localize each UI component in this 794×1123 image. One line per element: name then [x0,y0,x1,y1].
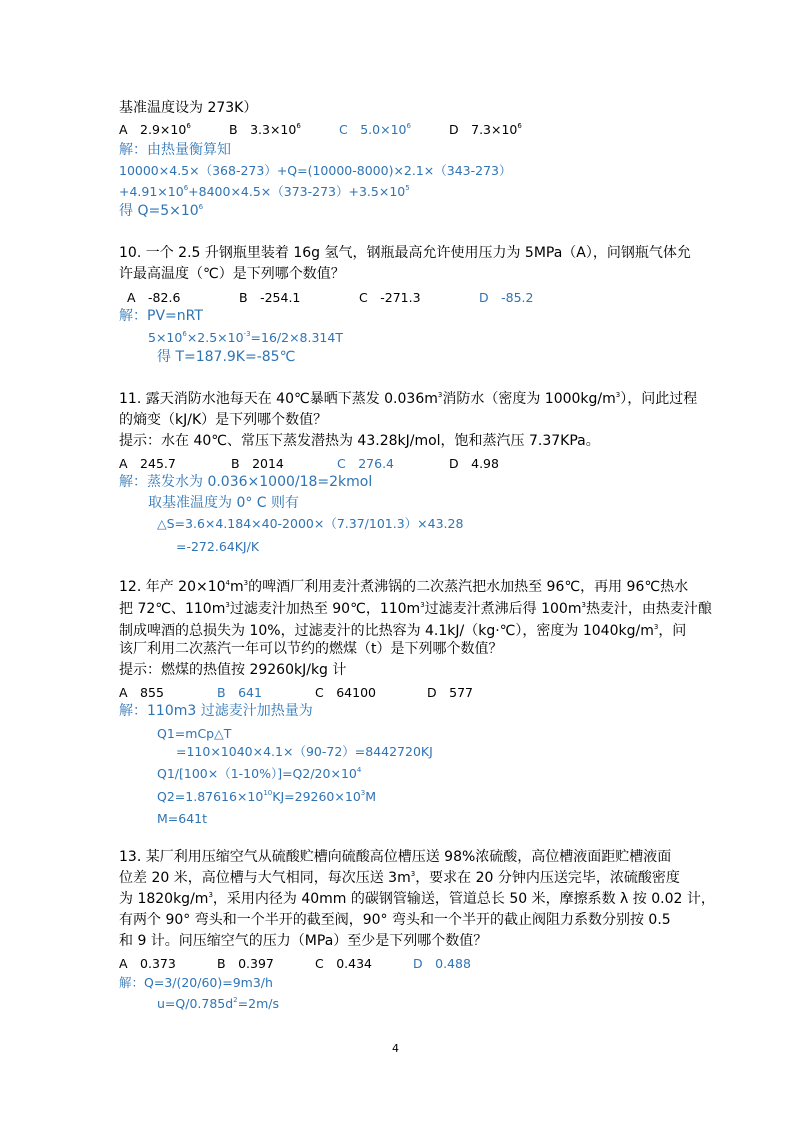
q12-solution-line-5: M=641t [157,811,208,826]
q13-option-d: D 0.488 [413,956,471,971]
q12-option-b: B 641 [217,685,262,700]
q10-question-line-1: 10. 一个 2.5 升钢瓶里装着 16g 氢气，钢瓶最高允许使用压力为 5MPa（A），问钢瓶气体允 [119,245,691,261]
q13-option-b: B 0.397 [217,956,274,971]
q9-question-tail: 基准温度设为 273K） [119,100,258,116]
q11-option-d: D 4.98 [449,456,499,471]
q12-solution-line-4: $Q2=1.87616\times 10^{10}KJ=29260\times 10^3M$ [157,789,377,804]
q12-question-line-3: 制成啤酒的总损失为 10%，过滤麦汁的比热容为 4.1kJ/（kg·℃），密度为 $1040kg/m^3$，问 [119,623,687,639]
q11-solution-heading: 解：蒸发水为 0.036×1000/18=2kmol [119,474,373,490]
q10-option-a: A -82.6 [127,290,181,305]
q13-question-line-2: 位差 20 米，高位槽与大气相同，每次压送 $3m^3$，要求在 20 分钟内压送完毕，浓硫酸密度 [119,870,680,886]
q12-solution-line-1: Q1=mCp△T [157,726,232,741]
q9-solution-heading: 解：由热量衡算知 [119,142,231,158]
q13-question-line-4: 有两个 90° 弯头和一个半开的截至阀，90° 弯头和一个半开的截止阀阻力系数分别按 0.5 [119,912,671,928]
q9-option-c: C $5.0\times 10^6$ [339,122,411,137]
q13-option-c: C 0.434 [315,956,373,971]
q13-options [119,956,471,972]
q12-option-c: C 64100 [315,685,376,700]
q10-solution-line-2: 得 T=187.9K=-85℃ [157,349,296,365]
q9-solution-line-2: $+4.91\times 10^6+8400\times 4.5\times(373-273)+3.5\times 10^5$ [119,184,410,199]
q12-question-line-1: 12. 年产 $20\times 10^4m^3$的啤酒厂利用麦汁煮沸锅的二次蒸汽把水加热至 96℃，再用 96℃热水 [119,579,689,595]
q13-question-line-3: 为 $1820kg/m^3$，采用内径为 40mm 的碳钢管输送，管道总长 50 米，摩擦系数 λ 按 0.02 计， [119,891,715,907]
q11-question-line-2: 的熵变（kJ/K）是下列哪个数值？ [119,412,328,428]
q12-hint: 提示：燃煤的热值按 29260kJ/kg 计 [119,662,347,678]
q10-solution-heading: 解：PV=nRT [119,308,203,324]
q12-solution-line-3: $Q1/[100\times(1-10\%)]=Q2/20\times 10^4$ [157,766,362,781]
q9-solution-line-3: 得 $Q=5\times 10^6$ [119,203,204,219]
q10-option-c: C -271.3 [359,290,421,305]
q13-option-a: A 0.373 [119,956,176,971]
q9-option-a: A $2.9\times 10^6$ [119,122,191,137]
q13-question-line-5: 和 9 计。问压缩空气的压力（MPa）至少是下列哪个数值？ [119,933,488,949]
q10-option-d: D -85.2 [479,290,534,305]
q12-solution-line-2: =110×1040×4.1×（90-72）=8442720KJ [176,744,433,759]
q13-solution-line-1: $u=Q/0.785d^2=2m/s$ [157,996,279,1011]
q13-question-line-1: 13. 某厂利用压缩空气从硫酸贮槽向硫酸高位槽压送 98%浓硫酸，高位槽液面距贮槽液面 [119,849,672,865]
q13-solution-heading: 解：Q=3/(20/60)=9m3/h [119,975,273,990]
q11-solution-line-2: △S=3.6×4.184×40-2000×（7.37/101.3）×43.28 [157,516,464,531]
q9-option-b: B $3.3\times 10^6$ [229,122,301,137]
q11-solution-line-3: =-272.64KJ/K [176,539,260,554]
q11-options [119,456,499,472]
q12-solution-heading: 解：110m3 过滤麦汁加热量为 [119,703,313,719]
page-number: 4 [392,1042,399,1055]
q11-question-line-1: 11. 露天消防水池每天在 40℃暴晒下蒸发 $0.036m^3$消防水（密度为 $1000kg/m^3$），问此过程 [119,391,698,407]
q9-options [119,122,522,138]
q11-solution-line-1: 取基准温度为 0° C 则有 [148,495,300,511]
q11-hint: 提示：水在 40℃、常压下蒸发潜热为 43.28kJ/mol，饱和蒸汽压 7.37KPa。 [119,433,600,449]
q12-option-d: D 577 [427,685,473,700]
q10-question-line-2: 许最高温度（℃）是下列哪个数值？ [119,266,345,282]
q11-option-c: C 276.4 [337,456,395,471]
q12-question-line-4: 该厂利用二次蒸汽一年可以节约的燃煤（t）是下列哪个数值？ [119,641,503,657]
q10-options [127,290,533,306]
q9-option-d: D $7.3\times 10^6$ [449,122,522,137]
q10-solution-line-1: $5\times 10^6\times 2.5\times 10^{-3}=16/2\times 8.314T$ [148,330,343,345]
q12-options [119,685,473,701]
q12-question-line-2: 把 72℃、$110m^3$过滤麦汁加热至 90℃，$110m^3$过滤麦汁煮沸后得 $100m^3$热麦汁，由热麦汁酿 [119,601,712,617]
q9-solution-line-1: 10000×4.5×（368-273）+Q=(10000-8000)×2.1×（343-273） [119,163,512,178]
q10-option-b: B -254.1 [239,290,301,305]
q12-option-a: A 855 [119,685,164,700]
q11-option-a: A 245.7 [119,456,176,471]
q11-option-b: B 2014 [231,456,284,471]
